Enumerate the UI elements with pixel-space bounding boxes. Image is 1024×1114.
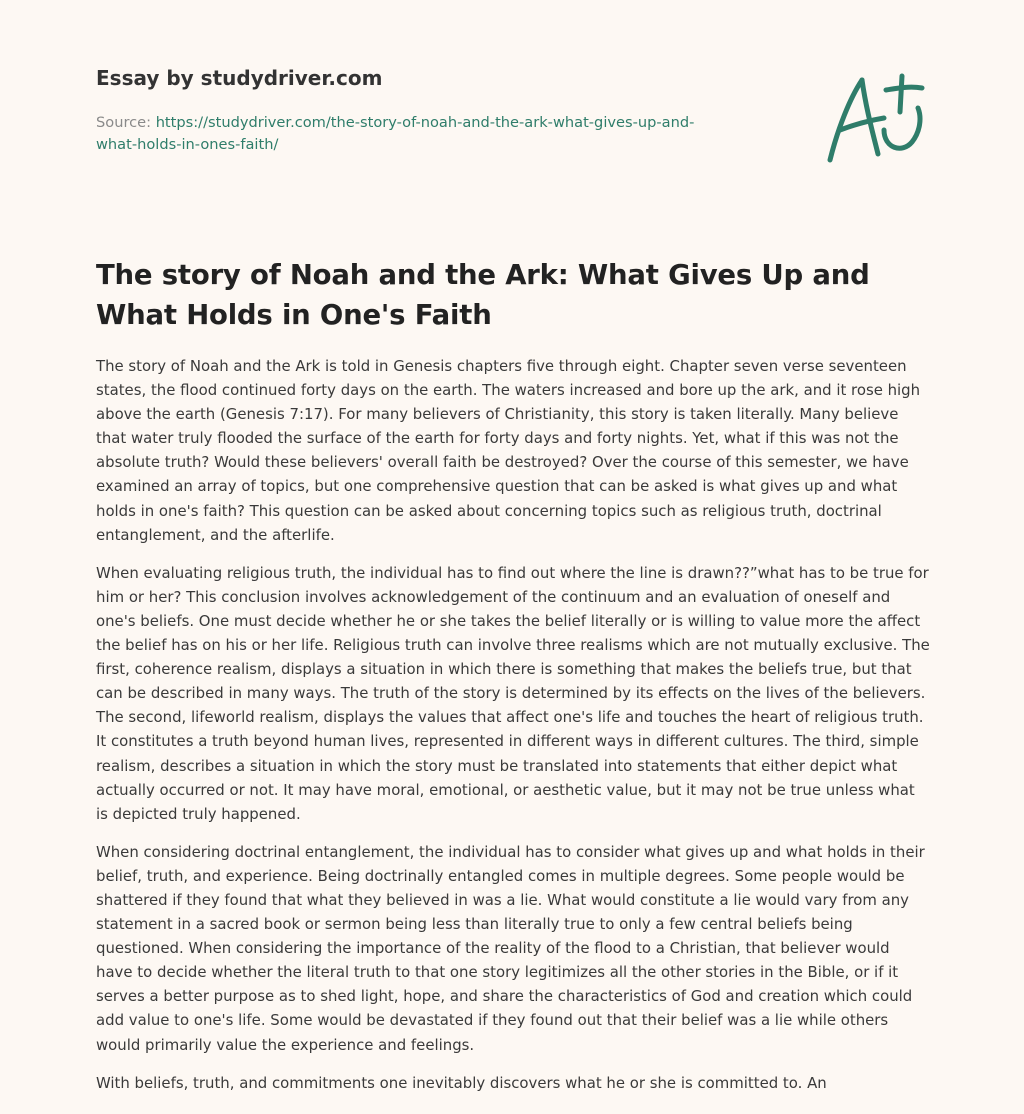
page-header <box>96 64 736 156</box>
source-url-line1: https://studydriver.com/the-story-of-noah-and-the-ark-what-gives-up-and- <box>155 114 695 131</box>
paragraph: The story of Noah and the Ark is told in Genesis chapters five through eight. Chapter seven verse seventeen states, the flood continued forty days on the earth. The waters increased and bore up the ark, and it rose high above the earth (Genesis 7:17). For many believers of Christianity, this story is taken literally. Many believe that water truly flooded the surface of the earth for forty days and forty nights. Yet, what if this was not the absolute truth? Would these believers' overall faith be destroyed? Over the course of this semester, we have examined an array of topics, but one comprehensive question that can be asked is what gives up and what holds in one's faith? This question can be asked about concerning topics such as religious truth, doctrinal entanglement, and the afterlife. <box>96 357 921 544</box>
source-url-line2: what-holds-in-ones-faith/ <box>96 136 279 153</box>
site-title: Essay by studydriver.com <box>96 66 383 90</box>
paragraph: When evaluating religious truth, the individual has to find out where the line is drawn??”what has to be true for him or her? This conclusion involves acknowledgement of the continuum and an evaluation of oneself and one's beliefs. One must decide whether he or she takes the belief literally or is willing to value more the affect the belief has on his or her life. Religious truth can involve three realisms which are not mutually exclusive. The first, coherence realism, displays a situation in which there is something that makes the beliefs true, but that can be described in many ways. The truth of the story is determined by its effects on the lives of the believers. The second, lifeworld realism, displays the values that affect one's life and touches the heart of religious truth. It constitutes a truth beyond human lives, represented in different ways in different cultures. The third, simple realism, describes a situation in which the story must be translated into statements that either depict what actually occurred or not. It may have moral, emotional, or aesthetic value, but it may not be true unless what is depicted truly happened. <box>96 563 930 823</box>
a-plus-logo-icon <box>820 68 930 168</box>
source-line <box>96 112 736 156</box>
source-label: Source: <box>96 114 152 131</box>
paragraph: When considering doctrinal entanglement, the individual has to consider what gives up and what holds in their belief, truth, and experience. Being doctrinally entangled comes in multiple degrees. Some people would be shattered if they found that what they believed in was a lie. What would constitute a lie would vary from any statement in a sacred book or sermon being less than literally true to only a few central beliefs being questioned. When considering the importance of the reality of the flood to a Christian, that believer would have to decide whether the literal truth to that one story legitimizes all the other stories in the Bible, or if it serves a better purpose as to shed light, hope, and share the characteristics of God and creation which could add value to one's life. Some would be devastated if they found out that their belief was a lie while others would primarily value the experience and feelings. <box>96 842 925 1054</box>
article-body <box>96 354 930 1109</box>
source-link[interactable] <box>96 114 694 153</box>
article-title: The story of Noah and the Ark: What Gives Up and What Holds in One's Faith <box>96 259 870 331</box>
paragraph: With beliefs, truth, and commitments one inevitably discovers what he or she is committed to. An <box>96 1073 827 1092</box>
